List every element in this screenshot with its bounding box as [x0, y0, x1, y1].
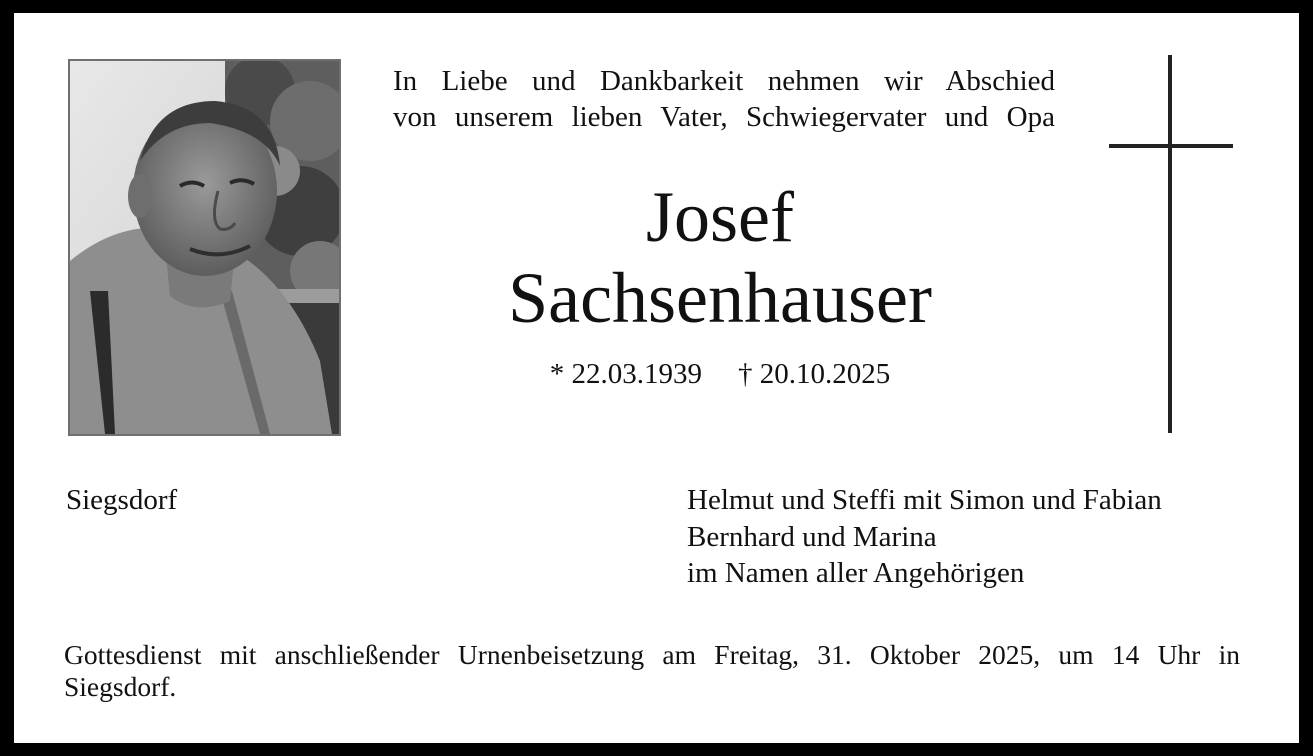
cross-icon	[1168, 55, 1172, 433]
death-date: † 20.10.2025	[738, 358, 891, 390]
service-line-2: Siegsdorf.	[64, 671, 177, 702]
first-name: Josef	[646, 177, 794, 257]
intro-line-1: In Liebe und Dankbarkeit nehmen wir Abschied	[393, 65, 1055, 97]
life-dates	[420, 356, 1020, 392]
service-line-1: Gottesdienst mit anschließender Urnenbeisetzung am Freitag, 31. Oktober 2025, um 14 Uhr in	[64, 639, 1240, 670]
intro-text	[393, 63, 1055, 135]
last-name: Sachsenhauser	[508, 258, 932, 338]
portrait-photo	[68, 59, 341, 436]
mourner-line: Bernhard und Marina	[687, 520, 937, 553]
mourner-line: im Namen aller Angehörigen	[687, 557, 1025, 589]
cross-icon-bar	[1109, 144, 1233, 148]
mourner-line: Helmut und Steffi mit Simon und Fabian	[687, 484, 1162, 516]
intro-line-2: von unserem lieben Vater, Schwiegervater und Opa	[393, 101, 1055, 133]
service-notice	[64, 639, 1240, 703]
mourners-list	[687, 482, 1162, 592]
place: Siegsdorf	[66, 484, 178, 516]
birth-date: * 22.03.1939	[549, 358, 702, 390]
